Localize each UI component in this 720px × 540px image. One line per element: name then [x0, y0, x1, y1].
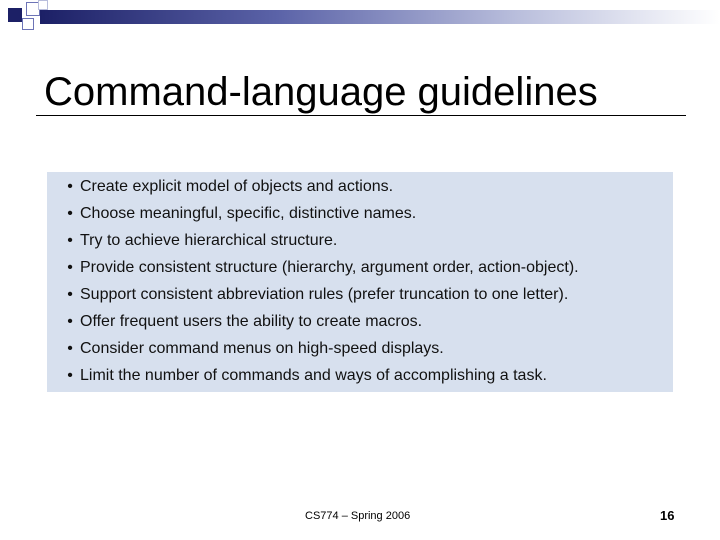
- bullet-icon: •: [67, 286, 73, 303]
- bullet-icon: •: [67, 367, 73, 384]
- footer-course: CS774 – Spring 2006: [305, 510, 411, 522]
- list-item-text: Consider command menus on high-speed displays.: [80, 340, 444, 357]
- slide-header-decoration: [0, 0, 720, 38]
- title-underline: [36, 115, 686, 116]
- page-number: 16: [660, 508, 675, 523]
- list-item-text: Provide consistent structure (hierarchy, argument order, action-object).: [80, 259, 579, 276]
- square-outline-icon: [22, 18, 34, 30]
- list-item-text: Support consistent abbreviation rules (prefer truncation to one letter).: [80, 286, 569, 303]
- list-item-text: Create explicit model of objects and actions.: [80, 178, 394, 195]
- square-outline-icon: [38, 0, 48, 10]
- slide-title: Command-language guidelines: [44, 70, 598, 114]
- list-item-text: Offer frequent users the ability to create macros.: [80, 313, 423, 330]
- bullet-icon: •: [67, 178, 73, 195]
- bullet-icon: •: [67, 313, 73, 330]
- bullet-icon: •: [67, 259, 73, 276]
- header-gradient-bar: [40, 10, 720, 24]
- list-item-text: Choose meaningful, specific, distinctive names.: [80, 205, 417, 222]
- bullet-icon: •: [67, 232, 73, 249]
- guidelines-box: [47, 172, 673, 392]
- list-item-text: Limit the number of commands and ways of accomplishing a task.: [80, 367, 547, 384]
- square-cluster-icon: [8, 8, 22, 22]
- list-item-text: Try to achieve hierarchical structure.: [80, 232, 338, 249]
- bullet-icon: •: [67, 340, 73, 357]
- bullet-icon: •: [67, 205, 73, 222]
